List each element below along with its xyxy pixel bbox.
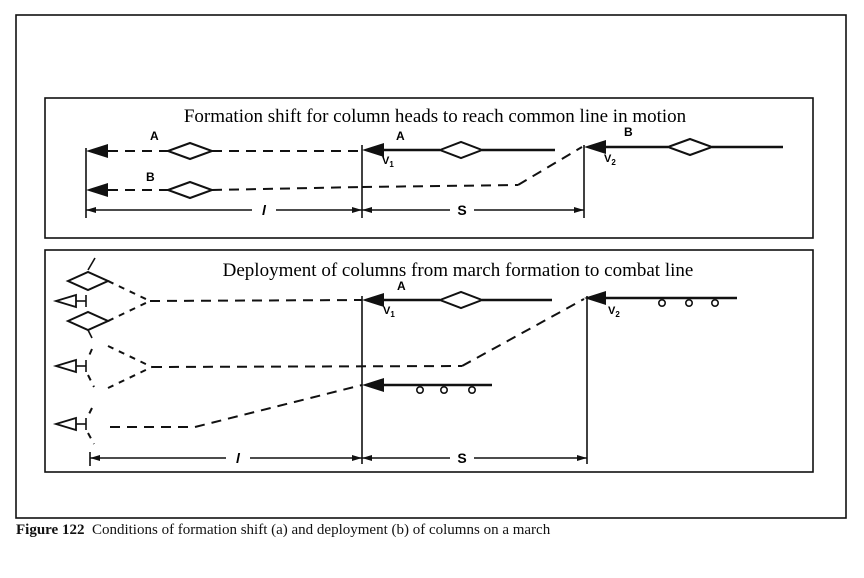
arrow-head-left [362, 143, 384, 157]
column-2-shift-diagonal [462, 299, 584, 366]
fan-line [108, 367, 152, 388]
deploy-connector [88, 330, 92, 338]
column-3-shift-diagonal [195, 385, 362, 427]
figure-caption [16, 522, 550, 539]
column-b-rear-label: B [146, 170, 155, 184]
panel-a [45, 98, 813, 238]
figure-number: Figure 122 [16, 522, 85, 538]
column-1-march-line [150, 300, 362, 301]
panel-b [45, 250, 813, 472]
fan-line [108, 281, 150, 301]
column-b-shift-line [362, 185, 518, 187]
arrow-head-left [362, 378, 384, 392]
deployed-unit-triangle [56, 295, 76, 307]
column-b-front-label: B [624, 125, 633, 139]
column-a-diamond [440, 292, 482, 308]
arrow-head-left [86, 144, 108, 158]
panel-a-dim-s: S [457, 202, 467, 218]
deploy-connector [88, 433, 94, 444]
deploy-connector [88, 258, 95, 270]
unit-circle [712, 300, 718, 306]
unit-circle [417, 387, 423, 393]
column-b-front-diamond [668, 139, 712, 155]
column-a-label: A [397, 279, 406, 293]
panel-b-dim-l: l [236, 450, 240, 466]
unit-circle [441, 387, 447, 393]
dim-arrow [362, 207, 372, 213]
arrow-head-left [86, 183, 108, 197]
arrow-head-left [584, 140, 606, 154]
column-a-rear-label: A [150, 129, 159, 143]
deployed-unit-triangle [56, 418, 76, 430]
dim-arrow [362, 455, 372, 461]
column-a-front-label: A [396, 129, 405, 143]
column-b-rear-diamond [168, 182, 212, 198]
column-a-front-diamond [440, 142, 482, 158]
deploy-connector [88, 408, 92, 416]
dim-arrow [577, 455, 587, 461]
dim-arrow [352, 207, 362, 213]
unit-circle [659, 300, 665, 306]
panel-b-dim-s: S [457, 450, 467, 466]
column-b-shift-diagonal [518, 147, 582, 185]
column-b-rear-line-right [212, 187, 362, 190]
deploy-connector [88, 349, 92, 358]
deployed-column-diamond [68, 312, 108, 330]
v1-label: $V_1$ [382, 155, 394, 169]
figure-caption-text: Conditions of formation shift (a) and deployment (b) of columns on a march [91, 522, 551, 538]
dim-arrow [90, 455, 100, 461]
v2-label: $V_2$ [604, 153, 616, 167]
v1-label: $V_1$ [383, 305, 395, 319]
column-2-march-line [152, 366, 462, 367]
dim-arrow [86, 207, 96, 213]
column-a-rear-diamond [168, 143, 212, 159]
fan-line [108, 301, 150, 321]
panel-a-title: Formation shift for column heads to reach common line in motion [183, 106, 687, 127]
panel-a-dim-l: l [262, 202, 266, 218]
dim-arrow [574, 207, 584, 213]
deploy-connector [88, 375, 94, 387]
v2-label: $V_2$ [608, 305, 620, 319]
fan-line [108, 346, 152, 367]
arrow-head-left [362, 293, 384, 307]
unit-circle [686, 300, 692, 306]
unit-circle [469, 387, 475, 393]
panel-b-frame [45, 250, 813, 472]
panel-b-title: Deployment of columns from march formation to combat line [222, 260, 694, 281]
deployed-unit-triangle [56, 360, 76, 372]
dim-arrow [352, 455, 362, 461]
deployed-column-diamond [68, 272, 108, 290]
